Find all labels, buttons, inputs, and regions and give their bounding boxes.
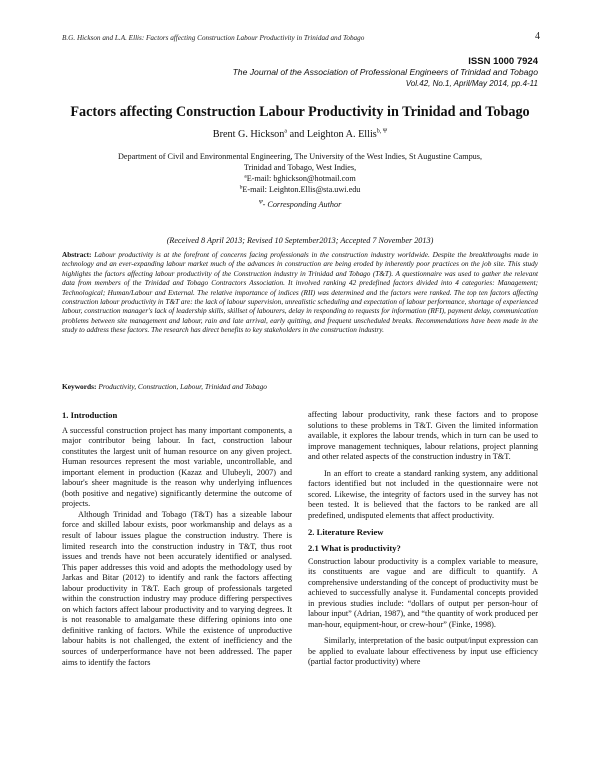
affiliation-line-2: Trinidad and Tobago, West Indies, — [243, 162, 357, 172]
section-heading-literature-review: 2. Literature Review — [308, 527, 384, 538]
keywords-label: Keywords: — [62, 382, 97, 391]
email-a-text: E-mail: bghickson@hotmail.com — [246, 173, 356, 183]
section-heading-introduction: 1. Introduction — [62, 410, 118, 420]
author-and: and — [287, 129, 307, 140]
page-number: 4 — [535, 31, 540, 42]
abstract-label: Abstract: — [62, 251, 92, 259]
received-dates: (Received 8 April 2013; Revised 10 September2013; Accepted 7 November 2013) — [166, 236, 434, 245]
paragraph: Although Trinidad and Tobago (T&T) has a sizeable labour force and skilled labour exists, poor workmanship and delays as a result of labour issues plague the construction industry. There is limited research into the construction industry in T&T, thus root issues and trends have not been accurately identified or analysed. This paper addresses this void and adopts the methodology used by Jarkas and Bitar (2012) to identify and rank the factors affecting labour productivity in T&T. Each group of professionals targeted within the construction industry may produce differing perspectives on which factors affect labour productivity and to varying degrees. It is not reasonable to amalgamate these differing opinions into one definitive ranking of factors. While the existence of unproductive labour habits is not challenged, the extent of inefficiency and the sources of underperformance have not been addressed. The paper aims to identify the factors — [62, 509, 292, 667]
right-column — [308, 410, 538, 668]
paragraph: affecting labour productivity, rank these factors and to propose solutions to these problems in T&T. Given the limited information available, it explores the labour trends, which in turn can be used to improve management techniques, labour relations, project planning and other related aspects of the construction industry in T&T. — [308, 410, 538, 462]
email-b — [62, 185, 538, 196]
paragraph: In an effort to create a standard ranking system, any additional factors identified but not included in the questionnaire were not scored. Likewise, the integrity of factors used in the survey has not been tested. It is believed that the factors to be ranked are all predefined, undisputed elements that affect productivity. — [308, 468, 538, 520]
keywords-text: Productivity, Construction, Labour, Trinidad and Tobago — [96, 382, 267, 391]
author-1: Brent G. Hickson — [212, 129, 285, 140]
running-head: B.G. Hickson and L.A. Ellis: Factors affecting Construction Labour Productivity in Trinidad and Tobago — [62, 34, 365, 42]
subsection-heading-productivity: 2.1 What is productivity? — [308, 543, 401, 554]
paragraph: Construction labour productivity is a complex variable to measure, its constituents are vague and are difficult to quantify. A comprehensive understanding of the concept of productivity must be achieved to successfully analyse it. Fundamental concepts provided in previous studies include: “dollars of output per person-hour of labour input” (Adrian, 1987), and “the quantity of work produced per man-hour, equipment-hour, or crew-hour” (Finke, 1998). — [308, 556, 538, 629]
keywords — [62, 382, 538, 391]
paragraph: Similarly, interpretation of the basic output/input expression can be applied to evaluate labour effectiveness by input use efficiency (partial factor productivity) where — [308, 636, 538, 667]
paper-title: Factors affecting Construction Labour Productivity in Trinidad and Tobago — [70, 104, 530, 120]
email-a — [62, 174, 538, 185]
email-a-sup: a — [244, 173, 247, 180]
affiliation — [62, 152, 538, 211]
issn: ISSN 1000 7924 — [468, 56, 538, 67]
author-1-sup: a — [284, 128, 288, 135]
corr-text: - Corresponding Author — [262, 199, 342, 209]
affiliation-line-1: Department of Civil and Environmental Engineering, The University of the West Indies, St Augustine Campus, — [117, 152, 482, 161]
corr-sup: Ψ — [258, 198, 263, 205]
email-b-sup: b — [239, 183, 243, 190]
author-list — [62, 129, 538, 140]
paragraph: A successful construction project has many important components, a major contributor being labour. In fact, construction labour constitutes the largest unit of human resource on any given project. Human resources represent the most variable, uncontrollable, and important element in production (Kazaz and Ulubeyli, 2007) and labour's sheer magnitude is the reason why underlying influences (both positive and negative) significantly determine the outcome of projects. — [62, 425, 292, 509]
abstract-text: Labour productivity is at the forefront of concerns facing professionals in the construction industry worldwide. Despite the breakthroughs made in technology and an ever-expanding labour market much of the advances in construction are being eroded by inherently poor practices on the job site. This study highlights the factors affecting labour productivity of the Construction industry in Trinidad and Tobago (T&T). A questionnaire was used to gather the relevant data from members of the Trinidad and Tobago Contractors Association. It involved ranking 42 predefined factors divided into 4 categories: Management; Technological; Human/Labour and External. The relative importance of indices (RII) was determined and the factors were ranked. The top ten factors affecting construction labour productivity in T&T are: the lack of labour supervision, unrealistic scheduling and expectation of labour performance, shortage of experienced labour, construction manager's lack of leadership skills, skillset of labourers, delay in responding to requests for information (RFI), payment delay, communication problems between site management and labour, rain and late arrival, early quitting, and frequent unscheduled breaks. Recommendations have been made in the study to address these factors. The research has direct benefits to key stakeholders in the construction industry. — [62, 251, 538, 335]
author-2-sup: b, Ψ — [376, 128, 388, 135]
journal-volume: Vol.42, No.1, April/May 2014, pp.4-11 — [405, 79, 538, 88]
corresponding-author — [62, 200, 538, 211]
author-2: Leighton A. Ellis — [306, 129, 377, 140]
left-column — [62, 410, 292, 668]
abstract — [62, 251, 538, 336]
email-b-text: E-mail: Leighton.Ellis@sta.uwi.edu — [242, 184, 361, 194]
journal-name: The Journal of the Association of Professional Engineers of Trinidad and Tobago — [232, 67, 538, 77]
journal-info — [118, 56, 538, 89]
